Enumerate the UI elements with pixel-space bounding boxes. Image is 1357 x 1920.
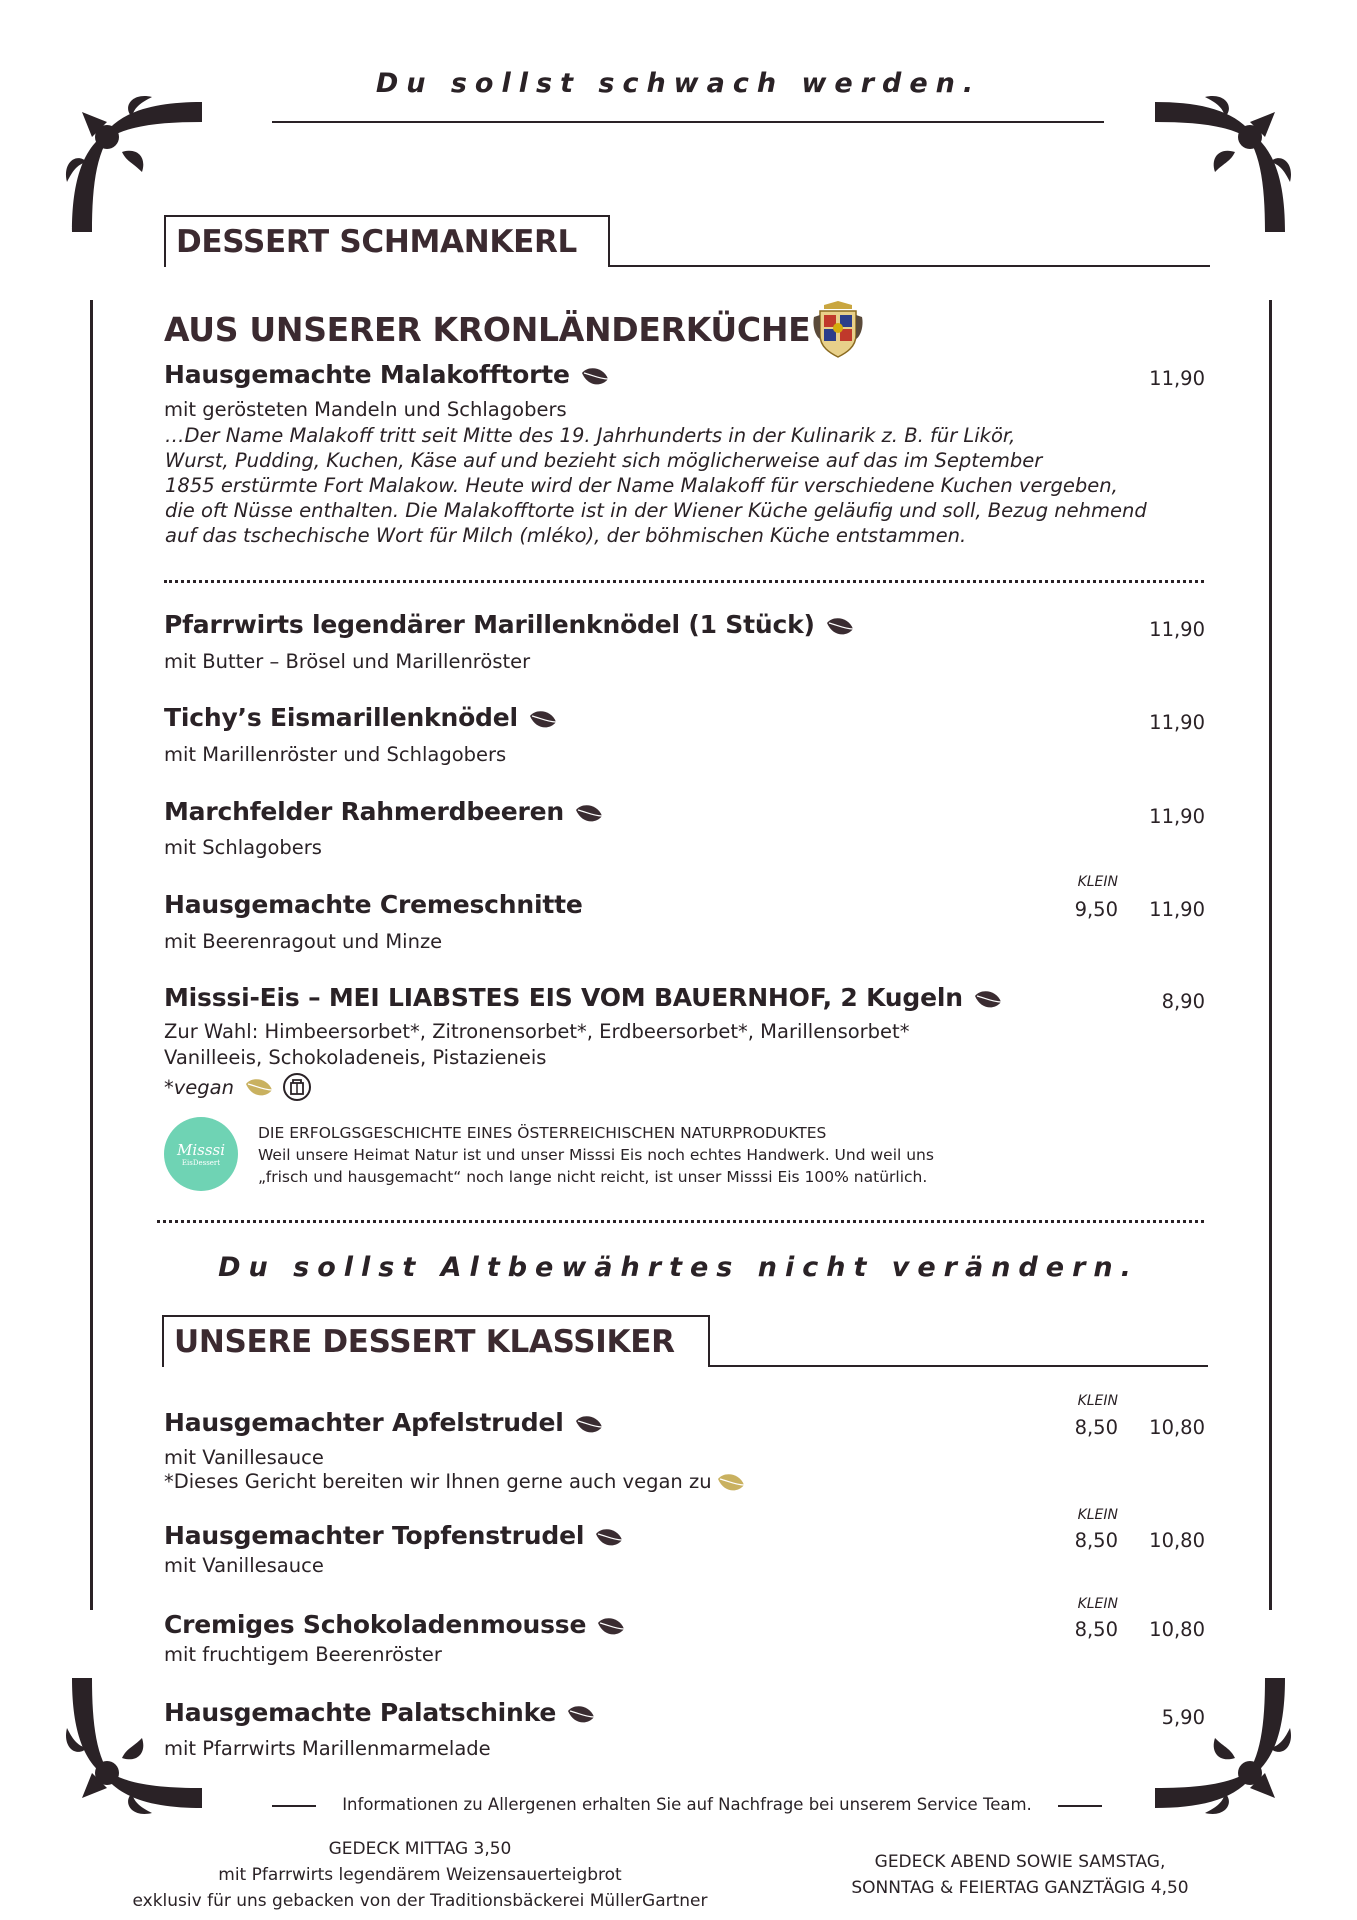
section-rule — [610, 265, 1210, 267]
kronland-heading: AUS UNSERER KRONLÄNDERKÜCHE — [164, 310, 811, 349]
item-description: mit Beerenragout und Minze — [164, 930, 443, 953]
section-rule — [710, 1365, 1208, 1367]
item-price-small: 8,50 — [1074, 1618, 1118, 1641]
leaf-icon — [580, 364, 610, 386]
section-title-klassiker — [162, 1315, 710, 1367]
leaf-icon — [973, 987, 1003, 1009]
crest-icon — [812, 297, 864, 359]
leaf-icon — [574, 801, 604, 823]
klein-label: KLEIN — [1077, 1596, 1118, 1612]
menu-item-title — [164, 890, 583, 919]
item-description: mit gerösteten Mandeln und Schlagobers — [164, 398, 567, 421]
gedeck-line: SONNTAG & FEIERTAG GANZTÄGIG 4,50 — [851, 1878, 1189, 1898]
gedeck-line: GEDECK ABEND SOWIE SAMSTAG, — [874, 1852, 1166, 1872]
item-description: mit Vanillesauce — [164, 1446, 324, 1469]
item-price: 5,90 — [1161, 1706, 1205, 1729]
item-name: Hausgemachter Apfelstrudel — [164, 1408, 564, 1437]
misssi-info-line: „frisch und hausgemacht“ noch lange nicht reicht, ist unser Misssi Eis 100% natürlich. — [258, 1168, 928, 1186]
story-line: 1855 erstürmte Fort Malakow. Heute wird der Name Malakoff für verschiedene Kuchen vergeben, — [165, 474, 1118, 497]
leaf-icon — [574, 1412, 604, 1434]
story-line: die oft Nüsse enthalten. Die Malakofftorte ist in der Wiener Küche geläufig und soll, Bezug nehmend — [165, 499, 1147, 522]
menu-item-title — [164, 797, 604, 826]
item-price: 11,90 — [1149, 805, 1205, 828]
misssi-info-line: Weil unsere Heimat Natur ist und unser Misssi Eis noch echtes Handwerk. Und weil uns — [258, 1146, 934, 1164]
menu-item-title — [164, 1610, 626, 1639]
section-title-schmankerl — [164, 215, 610, 267]
klein-label: KLEIN — [1077, 1507, 1118, 1523]
story-line: …Der Name Malakoff tritt seit Mitte des 19. Jahrhunderts in der Kulinarik z. B. für Likör, — [165, 424, 1016, 447]
vegan-option-note — [164, 1470, 746, 1493]
item-price: 11,90 — [1149, 367, 1205, 390]
item-description: mit Pfarrwirts Marillenmarmelade — [164, 1737, 491, 1760]
menu-item-title — [164, 610, 855, 639]
menu-item-title — [164, 1521, 624, 1550]
gedeck-line: GEDECK MITTAG 3,50 — [328, 1839, 512, 1859]
leaf-icon — [594, 1525, 624, 1547]
menu-item-title — [164, 1408, 604, 1437]
menu-item-title — [164, 703, 558, 732]
menu-item-title — [164, 983, 1003, 1012]
klein-label: KLEIN — [1077, 874, 1118, 890]
frame-left-line — [90, 300, 93, 1610]
gedeck-mittag — [120, 1836, 720, 1914]
item-description: mit Butter – Brösel und Marillenröster — [164, 650, 531, 673]
leaf-icon — [528, 707, 558, 729]
story-line: Wurst, Pudding, Kuchen, Käse auf und bezieht sich möglicherweise auf das im September — [165, 449, 1043, 472]
tagline-middle: Du sollst Altbewährtes nicht verändern. — [218, 1252, 1139, 1283]
gedeck-abend — [800, 1849, 1240, 1901]
item-description: mit Marillenröster und Schlagobers — [164, 743, 507, 766]
note-text: *Dieses Gericht bereiten wir Ihnen gerne auch vegan zu — [164, 1470, 712, 1493]
leaf-icon — [566, 1702, 596, 1724]
leaf-icon — [596, 1614, 626, 1636]
footer-rule-right — [1058, 1805, 1102, 1807]
item-name: Hausgemachte Malakofftorte — [164, 360, 570, 389]
gedeck-line: mit Pfarrwirts legendärem Weizensauerteigbrot — [218, 1865, 622, 1885]
vegan-leaf-icon — [244, 1076, 274, 1098]
logo-subtext: EisDessert — [181, 1159, 221, 1167]
top-rule — [272, 121, 1104, 123]
item-description: Zur Wahl: Himbeersorbet*, Zitronensorbet*, Erdbeersorbet*, Marillensorbet* — [164, 1020, 910, 1043]
item-description: Vanilleeis, Schokoladeneis, Pistazieneis — [164, 1046, 547, 1069]
ornament-corner-bottom-right — [1145, 1668, 1295, 1818]
item-price: 10,80 — [1149, 1618, 1205, 1641]
item-price: 11,90 — [1149, 711, 1205, 734]
item-price-small: 8,50 — [1074, 1529, 1118, 1552]
item-price: 11,90 — [1149, 898, 1205, 921]
footer-rule-left — [272, 1805, 316, 1807]
section-title-text: DESSERT SCHMANKERL — [176, 224, 577, 260]
story-line: auf das tschechische Wort für Milch (mléko), der böhmischen Küche entstammen. — [165, 524, 967, 547]
allergen-info: Informationen zu Allergenen erhalten Sie auf Nachfrage bei unserem Service Team. — [342, 1795, 1032, 1814]
tagline-top: Du sollst schwach werden. — [375, 68, 982, 99]
logo-text: Misssi — [176, 1141, 226, 1159]
vegan-label: *vegan — [164, 1075, 234, 1099]
item-description: mit Vanillesauce — [164, 1554, 324, 1577]
item-description: mit fruchtigem Beerenröster — [164, 1643, 442, 1666]
item-price: 10,80 — [1149, 1529, 1205, 1552]
menu-item-title — [164, 1698, 596, 1727]
gedeck-line: exklusiv für uns gebacken von der Traditionsbäckerei MüllerGartner — [132, 1891, 708, 1911]
item-price-small: 9,50 — [1074, 898, 1118, 921]
misssi-logo — [164, 1117, 238, 1191]
dotted-divider — [157, 1220, 1204, 1223]
item-name: Hausgemachte Cremeschnitte — [164, 890, 583, 919]
section-title-text: UNSERE DESSERT KLASSIKER — [174, 1324, 675, 1360]
item-price-small: 8,50 — [1074, 1416, 1118, 1439]
takeaway-cup-icon — [282, 1072, 312, 1102]
item-price: 8,90 — [1161, 990, 1205, 1013]
frame-right-line — [1269, 300, 1272, 1610]
malakoff-story — [165, 423, 1185, 548]
menu-item-title — [164, 360, 610, 389]
item-price: 10,80 — [1149, 1416, 1205, 1439]
item-name: Hausgemachter Topfenstrudel — [164, 1521, 585, 1550]
ornament-corner-top-right — [1145, 92, 1295, 242]
klein-label: KLEIN — [1077, 1393, 1118, 1409]
misssi-info-title: DIE ERFOLGSGESCHICHTE EINES ÖSTERREICHISCHEN NATURPRODUKTES — [258, 1124, 827, 1142]
item-name: Tichy’s Eismarillenknödel — [164, 703, 518, 732]
vegan-note — [164, 1072, 312, 1102]
item-name: Misssi-Eis – MEI LIABSTES EIS VOM BAUERNHOF, 2 Kugeln — [164, 983, 963, 1012]
item-name: Marchfelder Rahmerdbeeren — [164, 797, 565, 826]
item-name: Cremiges Schokoladenmousse — [164, 1610, 587, 1639]
item-name: Hausgemachte Palatschinke — [164, 1698, 557, 1727]
leaf-icon — [825, 614, 855, 636]
item-name: Pfarrwirts legendärer Marillenknödel (1 Stück) — [164, 610, 815, 639]
vegan-leaf-icon — [716, 1471, 746, 1493]
item-description: mit Schlagobers — [164, 836, 322, 859]
dotted-divider — [164, 580, 1204, 583]
item-price: 11,90 — [1149, 618, 1205, 641]
